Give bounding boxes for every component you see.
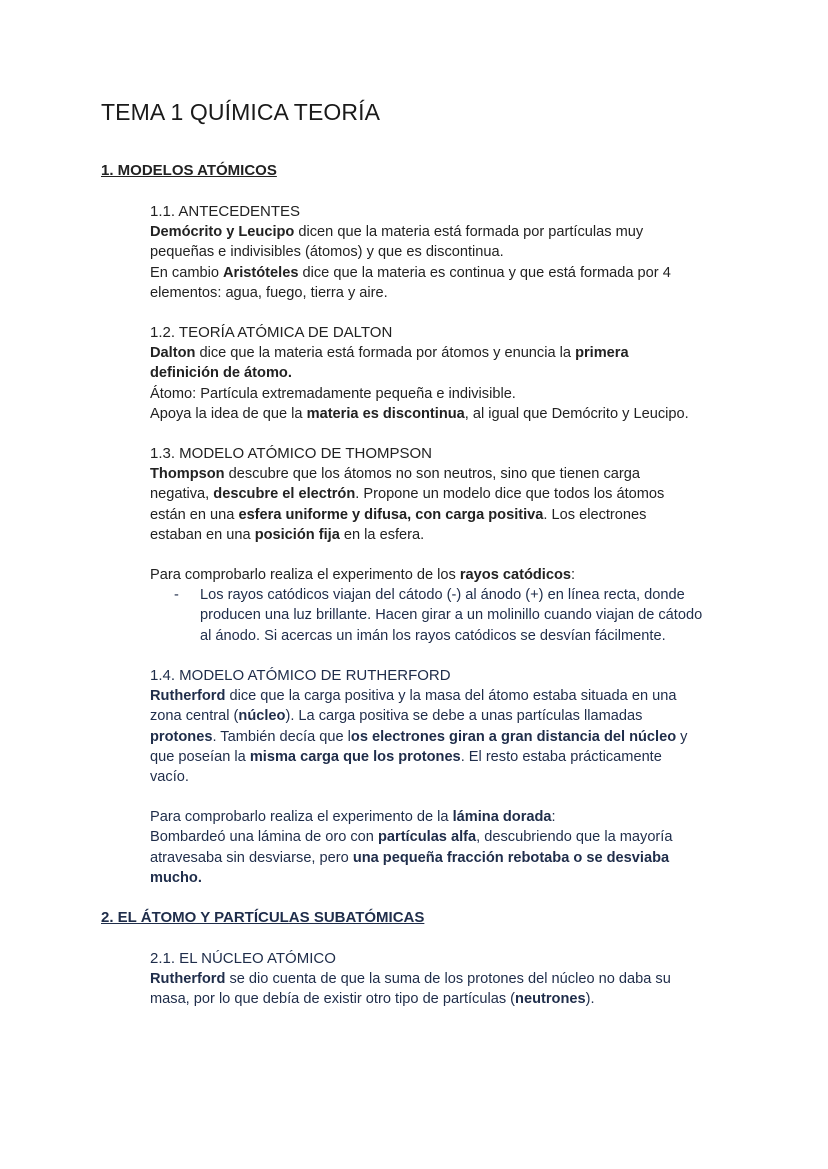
paragraph-line: Dalton dice que la materia está formada por átomos y enuncia la primera — [150, 345, 629, 362]
paragraph-line: al ánodo. Si acercas un imán los rayos catódicos se desvían fácilmente. — [200, 627, 666, 644]
paragraph-line: Thompson descubre que los átomos no son neutros, sino que tienen carga — [150, 466, 640, 483]
paragraph-line: estaban en una posición fija en la esfera. — [150, 526, 425, 543]
paragraph-line: negativa, descubre el electrón. Propone un modelo dice que todos los átomos — [150, 486, 665, 503]
paragraph-line: Apoya la idea de que la materia es discontinua, al igual que Demócrito y Leucipo. — [150, 405, 689, 422]
paragraph-line: Átomo: Partícula extremadamente pequeña e indivisible. — [150, 385, 516, 402]
section-heading-modelos: 1. MODELOS ATÓMICOS — [101, 162, 277, 179]
paragraph-line: Demócrito y Leucipo dicen que la materia está formada por partículas muy — [150, 224, 644, 241]
paragraph-line: Para comprobarlo realiza el experimento de los rayos catódicos: — [150, 567, 576, 584]
paragraph-line: están en una esfera uniforme y difusa, con carga positiva. Los electrones — [150, 506, 647, 523]
paragraph-line: definición de átomo. — [150, 365, 292, 382]
paragraph-line: Rutherford dice que la carga positiva y la masa del átomo estaba situada en una — [150, 688, 677, 705]
paragraph-line: En cambio Aristóteles dice que la materia es continua y que está formada por 4 — [150, 264, 671, 281]
paragraph-line: zona central (núcleo). La carga positiva se debe a unas partículas llamadas — [150, 708, 643, 725]
subsection-heading: 1.4. MODELO ATÓMICO DE RUTHERFORD — [150, 667, 451, 684]
paragraph-line: vacío. — [150, 769, 189, 786]
paragraph-line: Para comprobarlo realiza el experimento de la lámina dorada: — [150, 809, 556, 826]
subsection-rutherford — [150, 666, 750, 888]
subsection-heading: 1.1. ANTECEDENTES — [150, 203, 301, 220]
subsection-heading: 1.2. TEORÍA ATÓMICA DE DALTON — [150, 324, 393, 341]
paragraph-line: masa, por lo que debía de existir otro tipo de partículas (neutrones). — [150, 991, 595, 1008]
paragraph-line: protones. También decía que los electrones giran a gran distancia del núcleo y — [150, 728, 688, 745]
subsection-dalton — [150, 323, 750, 424]
subsection-heading: 2.1. EL NÚCLEO ATÓMICO — [150, 950, 336, 967]
paragraph-line: Bombardeó una lámina de oro con partículas alfa, descubriendo que la mayoría — [150, 829, 673, 846]
subsection-heading: 1.3. MODELO ATÓMICO DE THOMPSON — [150, 445, 432, 462]
paragraph-line: Los rayos catódicos viajan del cátodo (-) al ánodo (+) en línea recta, donde — [200, 587, 685, 604]
paragraph-line: atravesaba sin desviarse, pero una pequeña fracción rebotaba o se desviaba — [150, 849, 670, 866]
paragraph-line: Rutherford se dio cuenta de que la suma de los protones del núcleo no daba su — [150, 971, 671, 988]
section-heading-atomo: 2. EL ÁTOMO Y PARTÍCULAS SUBATÓMICAS — [101, 909, 425, 926]
page-title: TEMA 1 QUÍMICA TEORÍA — [101, 99, 381, 125]
paragraph-line: elementos: agua, fuego, tierra y aire. — [150, 284, 388, 301]
subsection-nucleo — [150, 949, 750, 1010]
paragraph-line: pequeñas e indivisibles (átomos) y que es discontinua. — [150, 244, 504, 261]
bullet-dash: - — [174, 587, 179, 604]
subsection-antecedentes — [150, 202, 750, 303]
paragraph-line: que poseían la misma carga que los protones. El resto estaba prácticamente — [150, 748, 662, 765]
paragraph-line: producen una luz brillante. Hacen girar a un molinillo cuando viajan de cátodo — [200, 607, 703, 624]
bullet-item — [150, 585, 750, 646]
subsection-thompson — [150, 444, 750, 646]
paragraph-line: mucho. — [150, 869, 202, 886]
